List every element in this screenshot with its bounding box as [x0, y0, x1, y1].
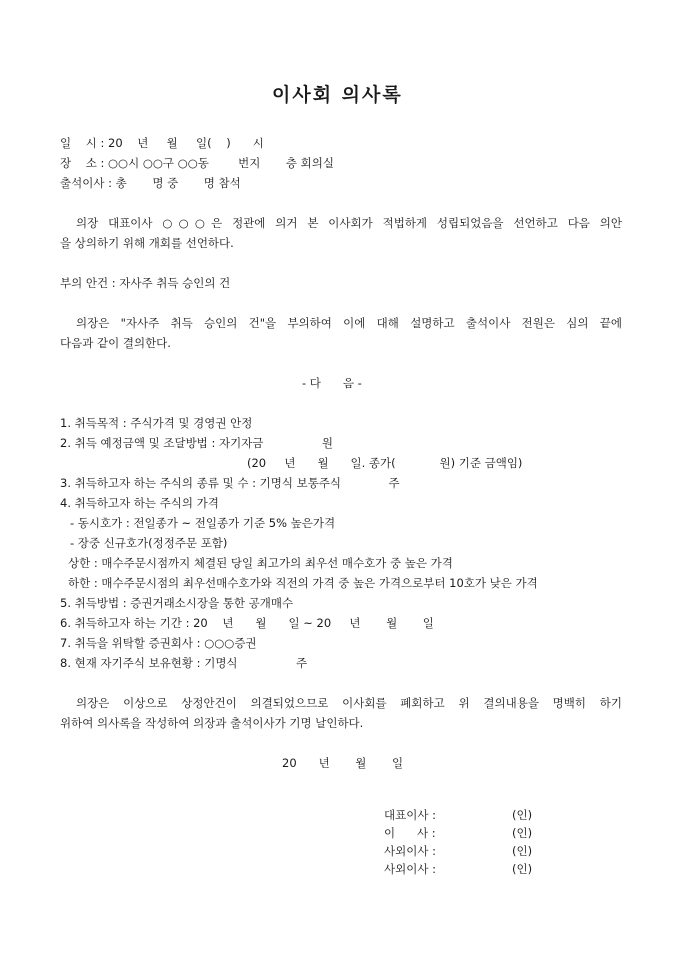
item-7: 7. 취득을 위탁할 증권회사 : ○○○증권: [60, 636, 257, 650]
seal-mark: (인): [512, 808, 533, 822]
opening-paragraph-line2: 을 상의하기 위해 개회를 선언하다.: [60, 236, 234, 250]
signatory-role: 이 사 :: [384, 826, 436, 840]
item-3: 3. 취득하고자 하는 주식의 종류 및 수 : 기명식 보통주식 주: [60, 476, 400, 490]
item-4-upper-limit: 상한 : 매수주문시점까지 체결된 당일 최고가의 최우선 매수호가 중 높은 가격: [68, 556, 453, 570]
resolution-intro-line2: 다음과 같이 결의한다.: [60, 336, 171, 350]
item-4-lower-limit: 하한 : 매수주문시점의 최우선매수호가와 직전의 가격 중 높은 가격으로부터 10호가 낮은 가격: [68, 576, 538, 590]
item-1: 1. 취득목적 : 주식가격 및 경영권 안정: [60, 416, 253, 430]
signatory-role: 대표이사 :: [384, 808, 436, 822]
seal-mark: (인): [512, 826, 533, 840]
item-6: 6. 취득하고자 하는 기간 : 20 년 월 일 ~ 20 년 월 일: [60, 616, 434, 630]
attending-directors: 출석이사 : 총 명 중 명 참석: [60, 176, 241, 190]
item-8: 8. 현재 자기주식 보유현황 : 기명식 주: [60, 656, 308, 670]
closing-paragraph-line1: 의장은 이상으로 상정안건이 의결되었으므로 이사회를 폐회하고 위 결의내용을 명백히 하기: [76, 696, 622, 710]
agenda-item: 부의 안건 : 자사주 취득 승인의 건: [60, 276, 231, 290]
seal-mark: (인): [512, 844, 533, 858]
meeting-date: 일 시 : 20 년 월 일( ) 시: [60, 136, 264, 150]
section-separator: - 다 음 -: [302, 376, 362, 390]
opening-paragraph-line1: 의장 대표이사 ○○○은 정관에 의거 본 이사회가 적법하게 성립되었음을 선언하고 다음 의안: [76, 216, 622, 230]
item-4: 4. 취득하고자 하는 주식의 가격: [60, 496, 219, 510]
meeting-place: 장 소 : ○○시 ○○구 ○○동 번지 층 회의실: [60, 156, 335, 170]
signatory-role: 사외이사 :: [384, 844, 436, 858]
item-4-simultaneous-bid: - 동시호가 : 전일종가 ~ 전일종가 기준 5% 높은가격: [70, 516, 336, 530]
resolution-intro-line1: 의장은 "자사주 취득 승인의 건"을 부의하여 이에 대해 설명하고 출석이사 전원은 심의 끝에: [76, 316, 622, 330]
document-title: 이사회 의사록: [272, 84, 403, 106]
signatory-role: 사외이사 :: [384, 862, 436, 876]
seal-mark: (인): [512, 862, 533, 876]
item-2: 2. 취득 예정금액 및 조달방법 : 자기자금 원: [60, 436, 334, 450]
item-2-detail: (20 년 월 일. 종가( 원) 기준 금액임): [247, 456, 523, 470]
closing-paragraph-line2: 위하여 의사록을 작성하여 의장과 출석이사가 기명 날인하다.: [60, 716, 364, 730]
item-5: 5. 취득방법 : 증권거래소시장을 통한 공개매수: [60, 596, 294, 610]
item-4-intraday-bid: - 장중 신규호가(정정주문 포함): [70, 536, 228, 550]
signing-date: 20 년 월 일: [282, 756, 404, 770]
